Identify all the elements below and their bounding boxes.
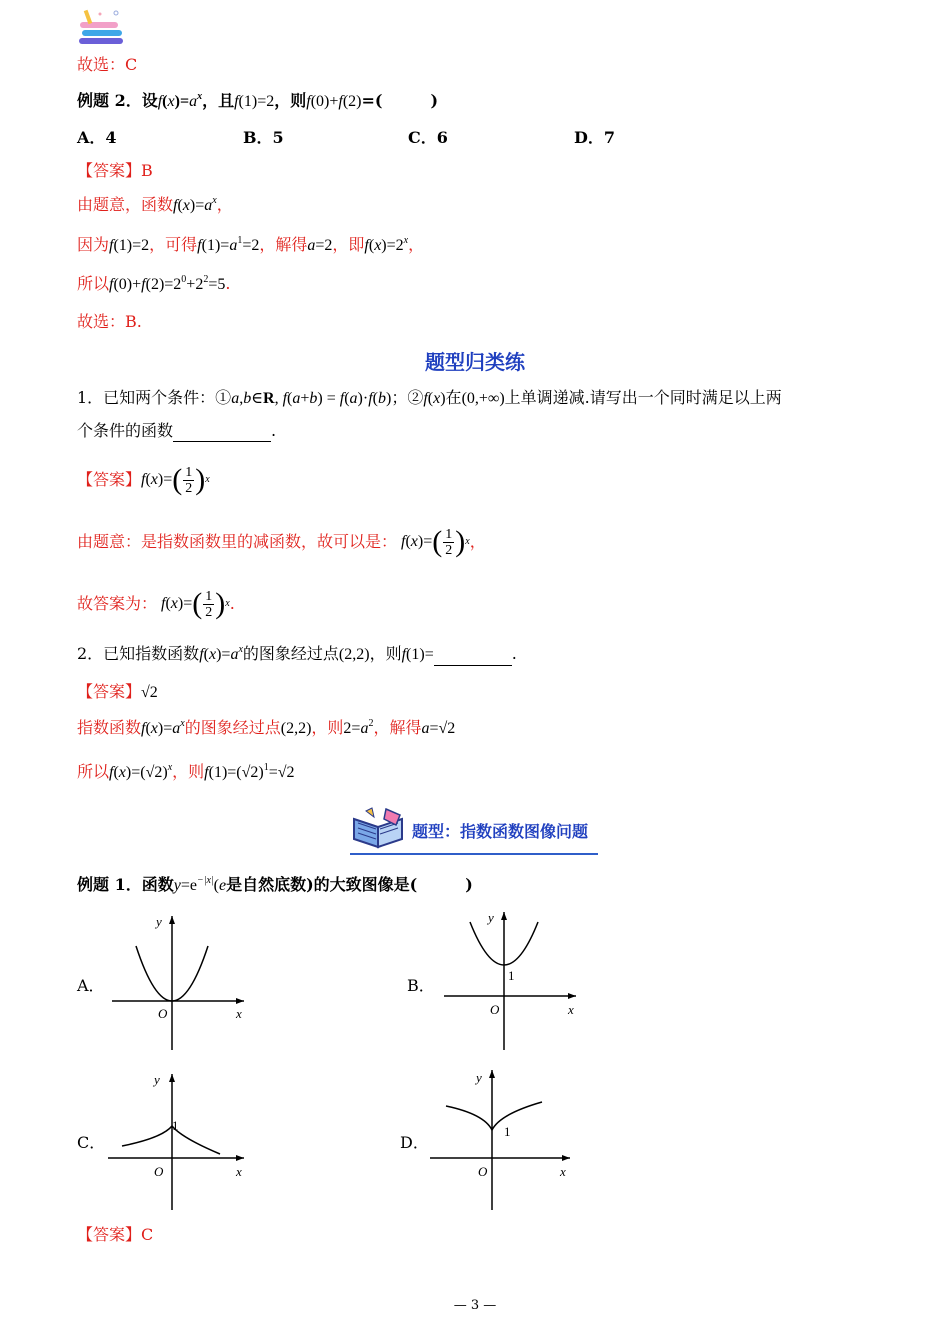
solution-line-1: 由题意，函数$f(x)=a^x$，	[77, 195, 233, 214]
graph-c-label: C．	[77, 1133, 106, 1152]
graph-d-label: D．	[400, 1133, 429, 1152]
graph-a-y: y	[156, 914, 162, 929]
graph-d-origin: O	[478, 1164, 488, 1179]
example-1-answer: 【答案】C	[77, 1225, 154, 1244]
practice-q1-line1: 1．已知两个条件：①a,b∈R, f(a+b) = f(a)·f(b)；②f(x)在(0,+∞)上单调递减.请写出一个同时满足以上两	[77, 388, 782, 407]
practice-q2: 2．已知指数函数$f(x)=a^x$的图象经过点(2,2)，则f(1)= .	[77, 643, 517, 666]
graph-d-y: y	[476, 1070, 482, 1085]
answer-line: 【答案】B	[77, 161, 153, 180]
graph-a-x: x	[236, 1006, 242, 1021]
graph-d-one: 1	[504, 1124, 511, 1139]
graph-b-y: y	[488, 910, 494, 925]
practice-q2-solution-2: 所以$f(x)=(√2)^x$，则$f(1)=(√2)^1=√2$	[77, 762, 295, 781]
open-book-icon	[350, 805, 406, 851]
example-1-question: 例题 1．函数$y=e^{-|x|}(e$是自然底数)的大致图像是( )	[77, 875, 473, 894]
practice-q1-final: 故答案为： f ( x )= ( $\frac{1}{2}$ ) x .	[77, 587, 235, 620]
graph-b-one: 1	[508, 968, 515, 983]
example-2-question: 例题 2．设$f(x)=a^x$，且f(1)=2，则f(0)+f(2)=( )	[77, 91, 439, 110]
page-number: — 3 —	[453, 1298, 497, 1313]
graph-c-origin: O	[154, 1164, 164, 1179]
graph-c-x: x	[236, 1164, 242, 1179]
topic-banner	[350, 805, 598, 857]
graph-d-x: x	[560, 1164, 566, 1179]
graph-b-label: B．	[407, 976, 435, 995]
practice-q2-solution-1: 指数函数$f(x)=a^x$的图象经过点(2,2)，则$2=a^2$，解得a=√2	[77, 718, 456, 737]
books-logo-icon	[76, 8, 128, 50]
graph-d	[422, 1064, 582, 1212]
practice-q1-line2: 个条件的函数 .	[77, 421, 277, 440]
topic-banner-text: 题型：指数函数图像问题	[412, 822, 589, 841]
graph-a	[100, 908, 260, 1058]
graph-c-one: 1	[172, 1118, 179, 1133]
option-b: B．5	[243, 128, 284, 147]
practice-q1-solution: 由题意：是指数函数里的减函数，故可以是： f ( x )= ( $\frac{1}{2}$ ) x ，	[77, 525, 486, 558]
graph-c-y: y	[154, 1072, 160, 1087]
graph-c	[100, 1068, 260, 1218]
solution-line-3: 所以$f(0)+f(2)=2^0+2^2=5$.	[77, 274, 231, 293]
topic-banner-underline	[350, 853, 598, 855]
solution-line-2: 因为f(1)=2，可得$f(1)=a^1=2$，解得a=2，即$f(x)=2^x$，	[77, 235, 425, 254]
option-a: A．4	[77, 128, 117, 147]
graph-b-x: x	[568, 1002, 574, 1017]
graph-a-origin: O	[158, 1006, 168, 1021]
practice-q1-answer: 【答案】 f ( x )= ( $\frac{1}{2}$ ) x	[77, 463, 210, 496]
graph-b-origin: O	[490, 1002, 500, 1017]
graph-b	[432, 908, 592, 1058]
graph-a-label: A．	[77, 976, 105, 995]
option-c: C．6	[408, 128, 448, 147]
answer-choice-line-2: 故选：B.	[77, 312, 142, 331]
option-d: D．7	[574, 128, 616, 147]
section-title: 题型归类练	[425, 350, 525, 374]
answer-choice-line: 故选：C	[77, 55, 138, 74]
practice-q2-answer: 【答案】√2	[77, 682, 158, 701]
